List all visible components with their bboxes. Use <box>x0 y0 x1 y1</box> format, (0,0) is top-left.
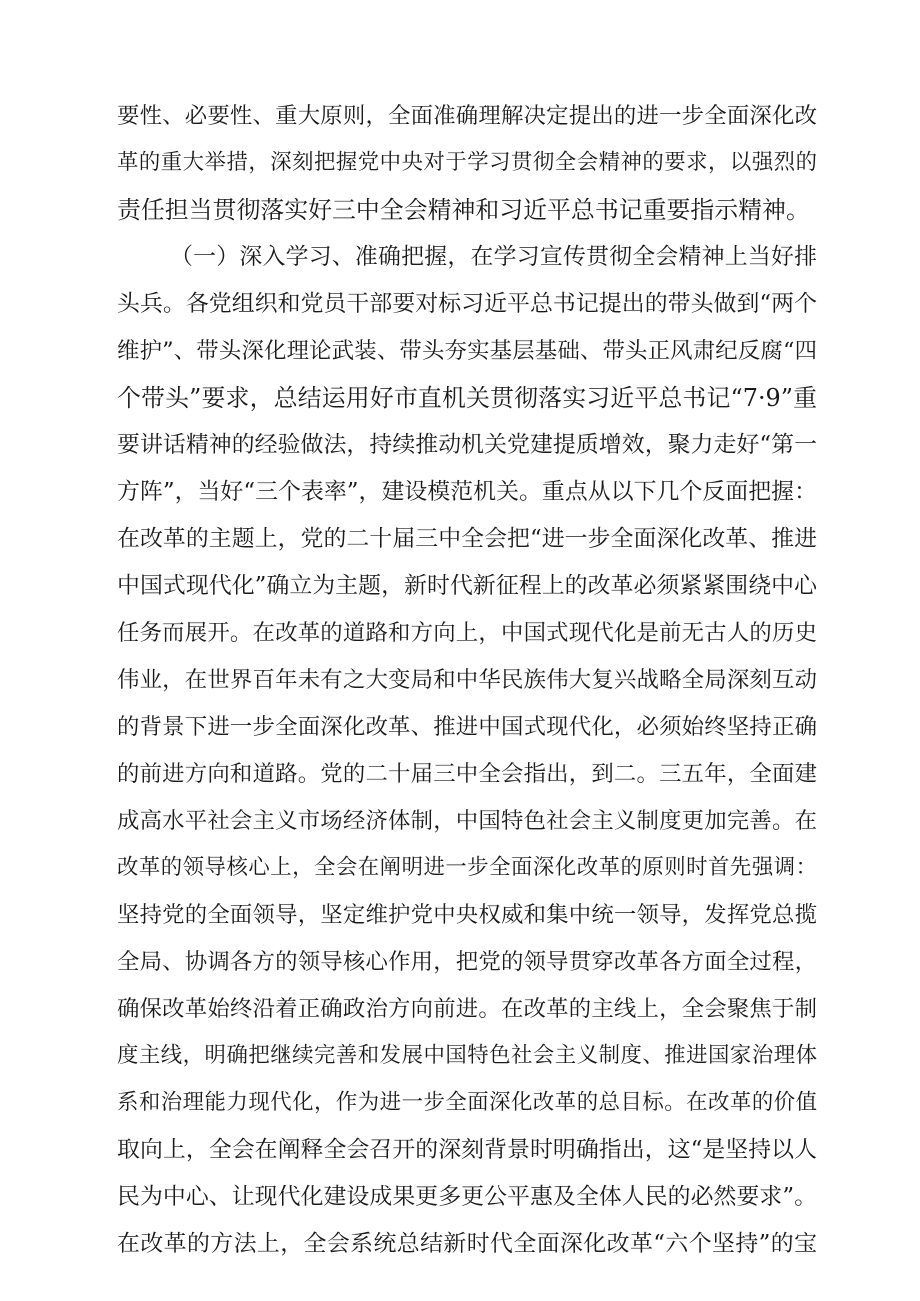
text-line: 要讲话精神的经验做法，持续推动机关党建提质增效，聚力走好“第一 <box>117 432 817 458</box>
text-line: 维护”、带头深化理论武装、带头夯实基层基础、带头正风肃纪反腐“四 <box>117 338 817 364</box>
text-line: 的背景下进一步全面深化改革、推进中国式现代化，必须始终坚持正确 <box>117 714 817 740</box>
paragraph-first-line: （一）深入学习、准确把握，在学习宣传贯彻全会精神上当好排 <box>170 244 817 270</box>
text-line: 在改革的方法上，全会系统总结新时代全面深化改革“六个坚持”的宝 <box>117 1231 817 1257</box>
text-line: 个带头”要求，总结运用好市直机关贯彻落实习近平总书记“7·9”重 <box>117 384 817 412</box>
text-line: 民为中心、让现代化建设成果更多更公平惠及全体人民的必然要求”。 <box>117 1184 817 1210</box>
text-line: 的前进方向和道路。党的二十届三中全会指出，到二。三五年，全面建 <box>117 761 817 787</box>
text-line: 改革的领导核心上，全会在阐明进一步全面深化改革的原则时首先强调： <box>117 855 817 880</box>
text-line: 度主线，明确把继续完善和发展中国特色社会主义制度、推进国家治理体 <box>117 1043 817 1068</box>
text-line: 方阵”，当好“三个表率”，建设模范机关。重点从以下几个反面把握： <box>117 479 817 505</box>
text-line: 成高水平社会主义市场经济体制，中国特色社会主义制度更加完善。在 <box>117 808 817 834</box>
text-line: 系和治理能力现代化，作为进一步全面深化改革的总目标。在改革的价值 <box>117 1090 817 1115</box>
text-line: 任务而展开。在改革的道路和方向上，中国式现代化是前无古人的历史 <box>117 620 817 646</box>
text-line: 确保改革始终沿着正确政治方向前进。在改革的主线上，全会聚焦于制 <box>117 996 817 1022</box>
text-line: 全局、协调各方的领导核心作用，把党的领导贯穿改革各方面全过程， <box>117 949 817 975</box>
text-line: 革的重大举措，深刻把握党中央对于学习贯彻全会精神的要求，以强烈的 <box>117 150 817 175</box>
text-line: 取向上，全会在阐释全会召开的深刻背景时明确指出，这“是坚持以人 <box>117 1137 817 1163</box>
text-line: 头兵。各党组织和党员干部要对标习近平总书记提出的带头做到“两个 <box>117 291 817 317</box>
text-line: 要性、必要性、重大原则，全面准确理解决定提出的进一步全面深化改 <box>117 103 817 129</box>
text-line: 责任担当贯彻落实好三中全会精神和习近平总书记重要指示精神。 <box>117 196 810 224</box>
text-line: 坚持党的全面领导，坚定维护党中央权威和集中统一领导，发挥党总揽 <box>117 902 817 928</box>
text-line: 中国式现代化”确立为主题，新时代新征程上的改革必须紧紧围绕中心 <box>117 573 817 599</box>
text-line: 伟业，在世界百年未有之大变局和中华民族伟大复兴战略全局深刻互动 <box>117 667 817 693</box>
text-line: 在改革的主题上，党的二十届三中全会把“进一步全面深化改革、推进 <box>117 526 817 552</box>
